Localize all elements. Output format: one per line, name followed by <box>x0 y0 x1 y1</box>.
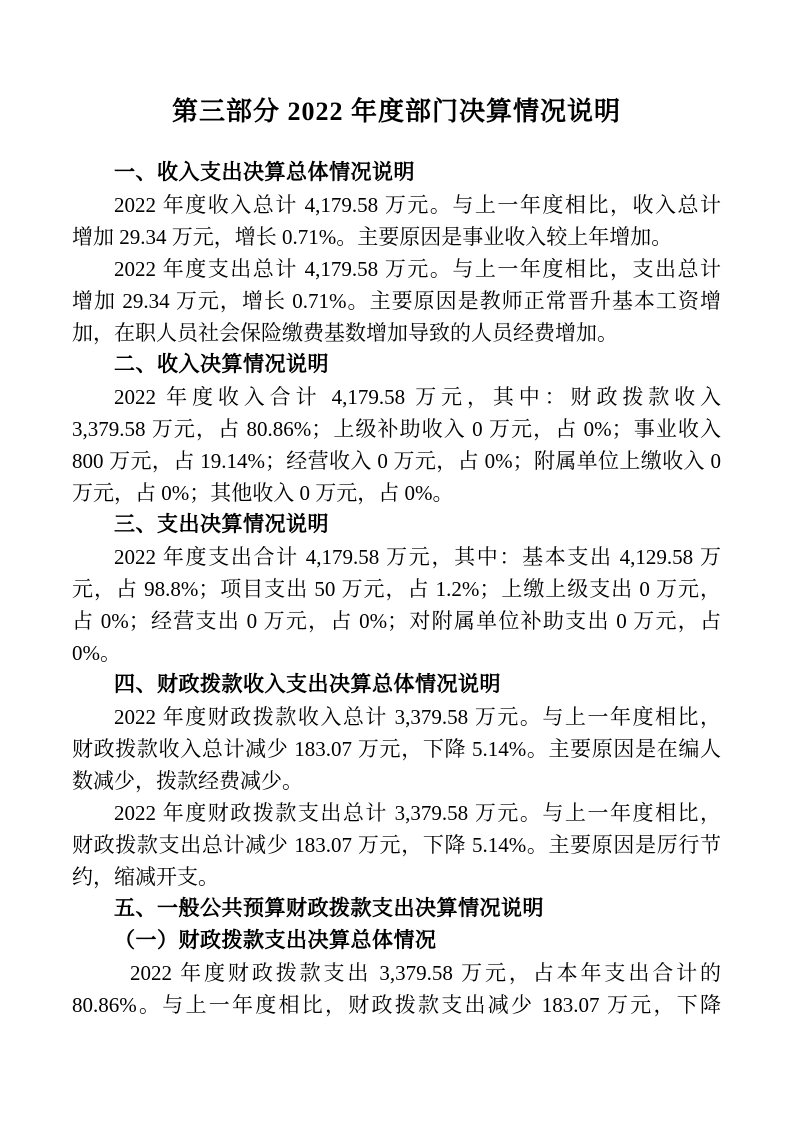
paragraph-line: 2022 年度收入总计 4,179.58 万元。与上一年度相比，收入总计 <box>114 193 721 217</box>
paragraph-line: 800 万元，占 19.14%；经营收入 0 万元，占 0%；附属单位上缴收入 0 <box>72 449 721 473</box>
paragraph-line: 0%。 <box>72 641 121 665</box>
sub-section-heading: （一）财政拨款支出决算总体情况 <box>114 929 437 952</box>
section-heading: 五、一般公共预算财政拨款支出决算情况说明 <box>114 897 544 920</box>
paragraph-line: 2022 年度收入合计 4,179.58 万元，其中：财政拨款收入 <box>114 385 721 409</box>
paragraph-line: 2022 年度财政拨款支出总计 3,379.58 万元。与上一年度相比， <box>114 801 721 825</box>
document-title: 第三部分 2022 年度部门决算情况说明 <box>171 97 621 126</box>
section-heading: 二、收入决算情况说明 <box>114 353 329 376</box>
paragraph-line: 2022 年度财政拨款收入总计 3,379.58 万元。与上一年度相比， <box>114 705 721 729</box>
paragraph-line: 2022 年度支出总计 4,179.58 万元。与上一年度相比，支出总计 <box>114 257 721 281</box>
section-heading: 四、财政拨款收入支出决算总体情况说明 <box>114 673 501 696</box>
section-heading: 三、支出决算情况说明 <box>114 513 329 536</box>
paragraph-line: 增加 29.34 万元，增长 0.71%。主要原因是事业收入较上年增加。 <box>72 225 673 249</box>
paragraph-line: 万元，占 0%；其他收入 0 万元，占 0%。 <box>72 481 454 505</box>
paragraph-line: 财政拨款支出总计减少 183.07 万元，下降 5.14%。主要原因是厉行节 <box>72 833 721 857</box>
paragraph-line: 2022 年度支出合计 4,179.58 万元，其中：基本支出 4,129.58 万 <box>114 545 721 569</box>
paragraph-line: 约，缩减开支。 <box>72 865 219 889</box>
paragraph-line: 财政拨款收入总计减少 183.07 万元，下降 5.14%。主要原因是在编人 <box>72 737 721 761</box>
paragraph-line: 元，占 98.8%；项目支出 50 万元，占 1.2%；上缴上级支出 0 万元， <box>72 577 721 601</box>
section-heading: 一、收入支出决算总体情况说明 <box>114 161 415 184</box>
document-body <box>72 157 721 1021</box>
paragraph-line: 数减少，拨款经费减少。 <box>72 769 303 793</box>
paragraph-line: 80.86%。与上一年度相比，财政拨款支出减少 183.07 万元，下降 <box>72 993 721 1017</box>
paragraph-line: 增加 29.34 万元，增长 0.71%。主要原因是教师正常晋升基本工资增 <box>72 289 721 313</box>
paragraph-line: 占 0%；经营支出 0 万元，占 0%；对附属单位补助支出 0 万元，占 <box>72 609 721 633</box>
paragraph-line: 加，在职人员社会保险缴费基数增加导致的人员经费增加。 <box>72 321 618 345</box>
paragraph-line: 2022 年度财政拨款支出 3,379.58 万元，占本年支出合计的 <box>130 961 721 985</box>
paragraph-line: 3,379.58 万元，占 80.86%；上级补助收入 0 万元，占 0%；事业收入 <box>72 417 721 441</box>
